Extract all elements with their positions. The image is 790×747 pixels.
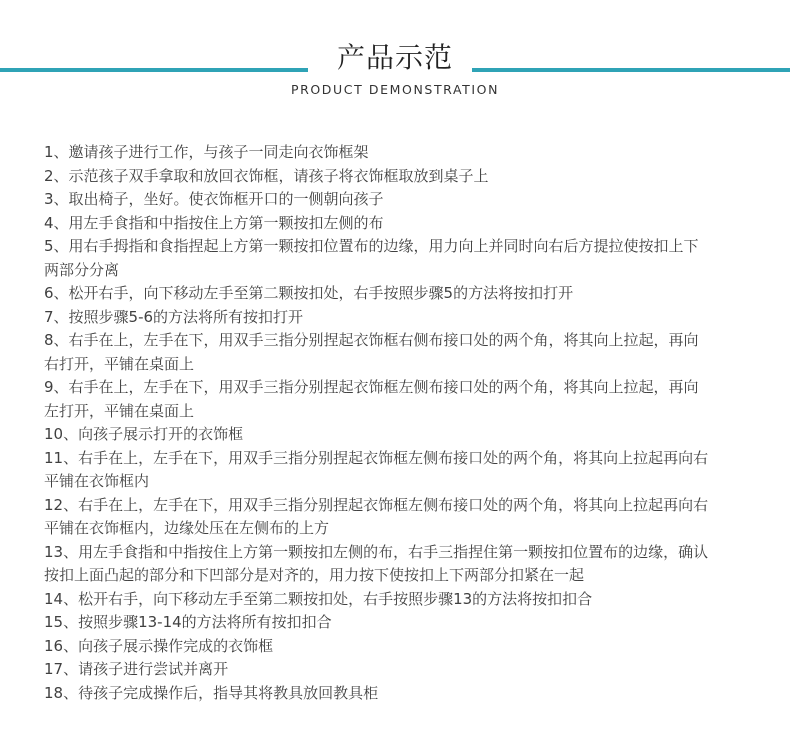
step-item: 1、邀请孩子进行工作，与孩子一同走向衣饰框架 [44,143,369,161]
step-item: 13、用左手食指和中指按住上方第一颗按扣左侧的布，右手三指捏住第一颗按扣位置布的边缘，确认按扣上面凸起的部分和下凹部分是对齐的，用力按下使按扣上下两部分扣紧在一起 [44,542,709,584]
step-item: 18、待孩子完成操作后，指导其将教具放回教具柜 [44,683,379,702]
step-item: 11、右手在上，左手在下，用双手三指分别捏起衣饰框左侧布接口处的两个角，将其向上拉起再向右平铺在衣饰框内 [44,448,709,490]
steps-list [44,141,712,705]
section-title: 产品示范 [336,41,453,74]
step-item: 9、右手在上，左手在下，用双手三指分别捏起衣饰框左侧布接口处的两个角，将其向上拉起，再向左打开，平铺在桌面上 [44,378,699,420]
step-item: 6、松开右手，向下移动左手至第二颗按扣处，右手按照步骤5的方法将按扣打开 [44,284,574,302]
section-subtitle: PRODUCT DEMONSTRATION [290,82,500,97]
step-item: 3、取出椅子，坐好。使衣饰框开口的一侧朝向孩子 [44,190,384,208]
step-item: 15、按照步骤13-14的方法将所有按扣扣合 [44,613,332,631]
step-item: 12、右手在上，左手在下，用双手三指分别捏起衣饰框左侧布接口处的两个角，将其向上拉起再向右平铺在衣饰框内，边缘处压在左侧布的上方 [44,495,709,537]
step-item: 2、示范孩子双手拿取和放回衣饰框，请孩子将衣饰框取放到桌子上 [44,166,489,185]
step-item: 8、右手在上，左手在下，用双手三指分别捏起衣饰框右侧布接口处的两个角，将其向上拉起，再向右打开，平铺在桌面上 [44,331,699,373]
step-item: 5、用右手拇指和食指捏起上方第一颗按扣位置布的边缘，用力向上并同时向右后方提拉使按扣上下两部分分离 [44,237,699,279]
step-item: 16、向孩子展示操作完成的衣饰框 [44,636,274,655]
step-item: 17、请孩子进行尝试并离开 [44,660,229,678]
step-item: 10、向孩子展示打开的衣饰框 [44,425,244,443]
step-item: 14、松开右手，向下移动左手至第二颗按扣处，右手按照步骤13的方法将按扣扣合 [44,589,593,608]
section-header [0,0,790,110]
step-item: 7、按照步骤5-6的方法将所有按扣打开 [44,307,304,326]
step-item: 4、用左手食指和中指按住上方第一颗按扣左侧的布 [44,213,384,232]
